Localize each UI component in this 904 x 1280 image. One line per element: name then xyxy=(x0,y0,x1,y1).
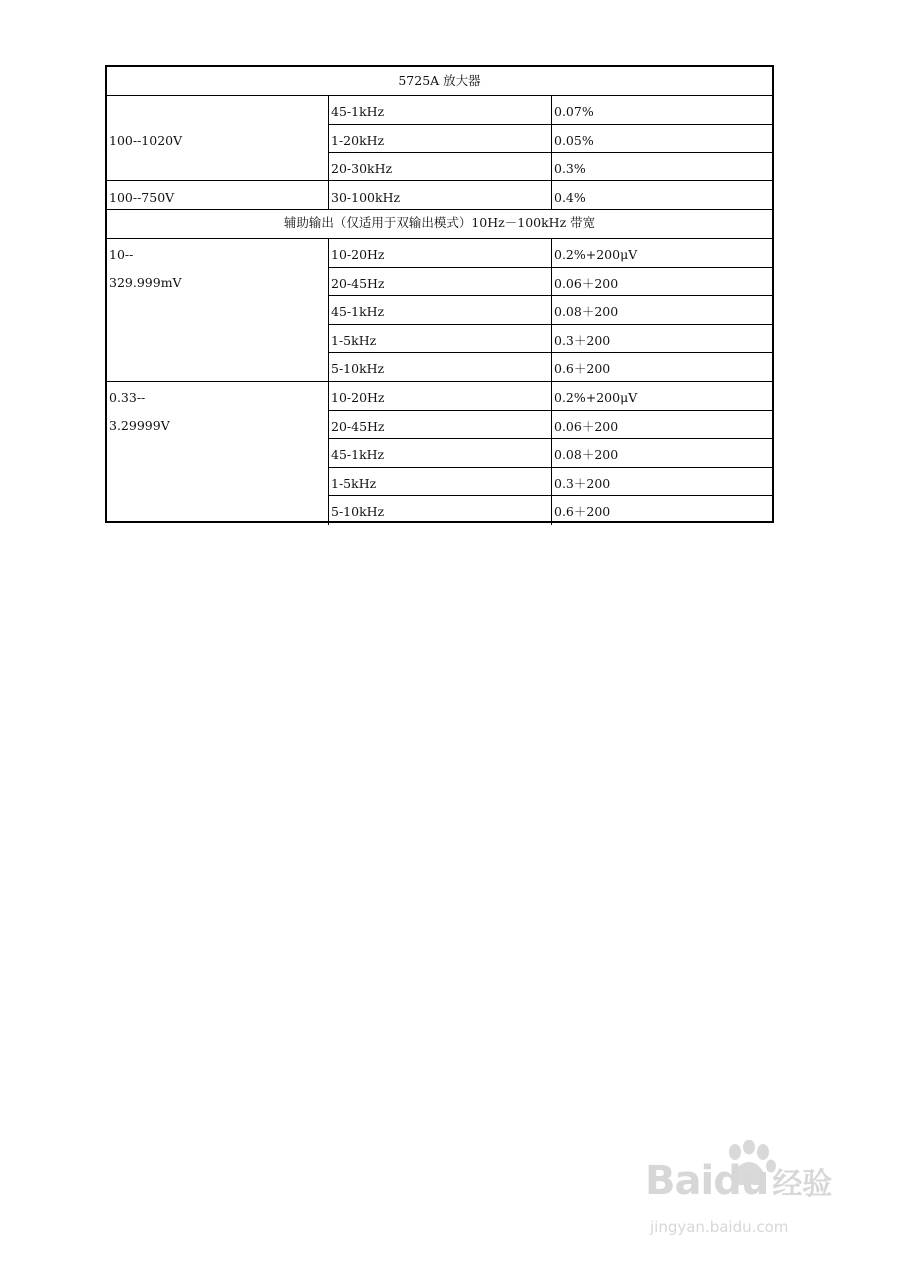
amp-range-2: 100--750V xyxy=(109,190,175,205)
amplifier-header: 5725A 放大器 xyxy=(398,72,481,88)
watermark-logo xyxy=(645,1158,832,1204)
divider xyxy=(328,124,772,125)
aux1-range-line2: 329.999mV xyxy=(109,275,182,290)
amplifier-header-row xyxy=(107,67,772,95)
amp-range-1: 100--1020V xyxy=(109,133,183,148)
baidu-watermark xyxy=(640,1140,860,1250)
aux-freq-cell: 20-45Hz xyxy=(331,276,385,291)
aux-spec-cell: 0.3＋200 xyxy=(554,333,611,348)
amp-freq-cell: 45-1kHz xyxy=(331,104,385,119)
amp-freq-cell: 1-20kHz xyxy=(331,133,385,148)
divider xyxy=(107,95,772,96)
spec-table xyxy=(105,65,774,523)
aux-freq-cell: 1-5kHz xyxy=(331,476,377,491)
divider xyxy=(328,295,772,296)
divider xyxy=(328,410,772,411)
aux-spec-cell: 0.08＋200 xyxy=(554,447,619,462)
aux2-range-line1: 0.33-- xyxy=(109,390,146,405)
aux-freq-cell: 20-45Hz xyxy=(331,419,385,434)
divider xyxy=(328,267,772,268)
amp-freq-cell: 20-30kHz xyxy=(331,161,393,176)
aux1-range-line1: 10-- xyxy=(109,247,134,262)
aux-freq-cell: 10-20Hz xyxy=(331,247,385,262)
aux-header: 辅助输出（仅适用于双输出模式）10Hz－100kHz 带宽 xyxy=(283,215,596,231)
aux-spec-cell: 0.6＋200 xyxy=(554,361,611,376)
aux-freq-cell: 45-1kHz xyxy=(331,304,385,319)
divider xyxy=(328,238,772,239)
watermark-url: jingyan.baidu.com xyxy=(650,1218,789,1236)
aux-spec-cell: 0.3＋200 xyxy=(554,476,611,491)
divider xyxy=(328,467,772,468)
amp-spec-cell: 0.4% xyxy=(554,190,586,205)
aux-freq-cell: 10-20Hz xyxy=(331,390,385,405)
divider xyxy=(107,381,772,382)
watermark-logo-cn: 经验 xyxy=(772,1167,833,1202)
divider xyxy=(328,352,772,353)
aux-spec-cell: 0.2%+200μV xyxy=(554,390,638,405)
aux-freq-cell: 5-10kHz xyxy=(331,504,385,519)
aux-header-row xyxy=(107,209,772,238)
watermark-logo-latin: Baidu xyxy=(645,1158,769,1204)
divider xyxy=(107,180,772,181)
divider xyxy=(328,495,772,496)
divider xyxy=(328,324,772,325)
aux-spec-cell: 0.6＋200 xyxy=(554,504,611,519)
aux-spec-cell: 0.2%+200μV xyxy=(554,247,638,262)
divider xyxy=(328,152,772,153)
amp-freq-cell: 30-100kHz xyxy=(331,190,401,205)
aux-spec-cell: 0.06＋200 xyxy=(554,419,619,434)
aux-freq-cell: 1-5kHz xyxy=(331,333,377,348)
aux-spec-cell: 0.06＋200 xyxy=(554,276,619,291)
divider xyxy=(107,238,328,239)
amp-spec-cell: 0.07% xyxy=(554,104,594,119)
amp-spec-cell: 0.05% xyxy=(554,133,594,148)
divider xyxy=(328,438,772,439)
aux-freq-cell: 5-10kHz xyxy=(331,361,385,376)
aux-freq-cell: 45-1kHz xyxy=(331,447,385,462)
aux2-range-line2: 3.29999V xyxy=(109,418,170,433)
aux-spec-cell: 0.08＋200 xyxy=(554,304,619,319)
amp-spec-cell: 0.3% xyxy=(554,161,586,176)
